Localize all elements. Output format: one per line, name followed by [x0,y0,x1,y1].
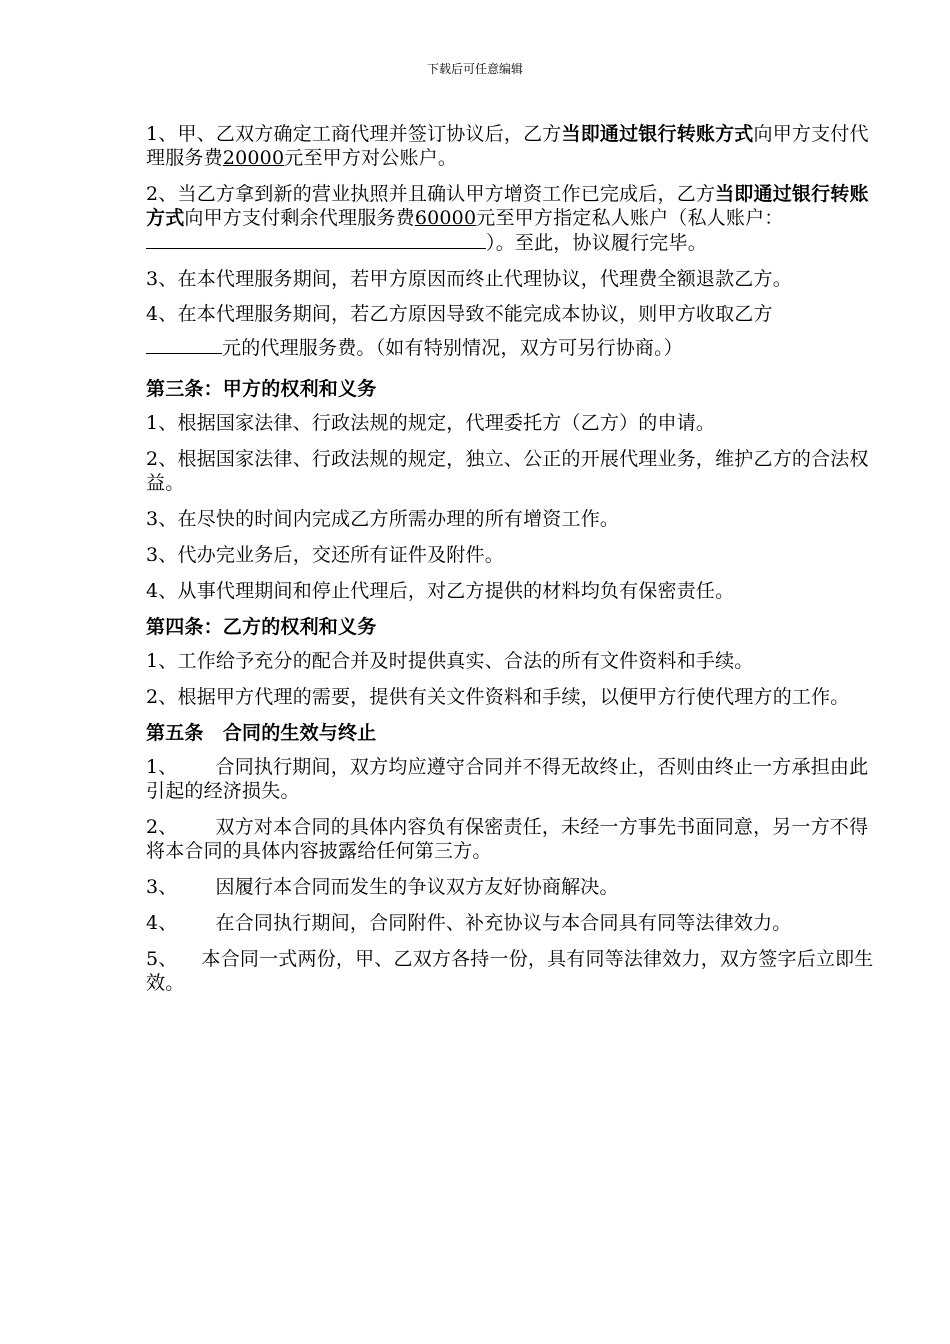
section-3-item: 3、在尽快的时间内完成乙方所需办理的所有增资工作。 [146,508,620,530]
payment-clause-2: 2、当乙方拿到新的营业执照并且确认甲方增资工作已完成后，乙方当即通过银行转账方式向甲方支付剩余代理服务费60000元至甲方指定私人账户（私人账户：）。至此，协议履行完毕。 [146,183,869,254]
page-header: 下载后可任意编辑 [426,62,523,76]
document-body [146,122,886,1007]
section-3-item: 3、代办完业务后，交还所有证件及附件。 [146,544,504,566]
section-4-item: 1、工作给予充分的配合并及时提供真实、合法的所有文件资料和手续。 [146,650,754,672]
payment-clause-1: 1、甲、乙双方确定工商代理并签订协议后，乙方当即通过银行转账方式向甲方支付代理服务费20000元至甲方对公账户。 [146,123,869,169]
private-account-blank [146,230,486,249]
fee-amount-blank [146,335,222,354]
section-5-item: 2、 双方对本合同的具体内容负有保密责任，未经一方事先书面同意，另一方不得将本合同的具体内容披露给任何第三方。 [146,816,869,862]
section-3-item: 2、根据国家法律、行政法规的规定，独立、公正的开展代理业务，维护乙方的合法权益。 [146,448,869,494]
section-3-title: 第三条：甲方的权利和义务 [146,378,377,400]
section-3-item: 4、从事代理期间和停止代理后，对乙方提供的材料均负有保密责任。 [146,580,735,602]
section-4-title: 第四条：乙方的权利和义务 [146,616,377,638]
section-3-item: 1、根据国家法律、行政法规的规定，代理委托方（乙方）的申请。 [146,412,716,434]
section-5-item: 5、 本合同一式两份，甲、乙双方各持一份，具有同等法律效力，双方签字后立即生效。 [146,948,874,994]
amount-20000: 20000 [222,147,285,169]
amount-60000: 60000 [414,207,477,229]
emphasis-bank-transfer: 当即通过银行转账方式 [561,123,754,145]
section-5-item: 4、 在合同执行期间，合同附件、补充协议与本合同具有同等法律效力。 [146,912,792,934]
section-5-item: 3、 因履行本合同而发生的争议双方友好协商解决。 [146,876,619,898]
section-4-item: 2、根据甲方代理的需要，提供有关文件资料和手续，以便甲方行使代理方的工作。 [146,686,850,708]
section-5-item: 1、 合同执行期间，双方均应遵守合同并不得无故终止，否则由终止一方承担由此引起的经济损失。 [146,756,869,802]
payment-clause-3: 3、在本代理服务期间，若甲方原因而终止代理协议，代理费全额退款乙方。 [146,268,792,290]
section-5-title: 第五条 合同的生效与终止 [146,722,377,744]
emphasis-bank-transfer: 当即通过银行转账方式 [146,183,869,229]
payment-clause-4: 4、在本代理服务期间，若乙方原因导致不能完成本协议，则甲方收取乙方 元的代理服务费。（如有特别情况，双方可另行协商。） [146,303,773,359]
